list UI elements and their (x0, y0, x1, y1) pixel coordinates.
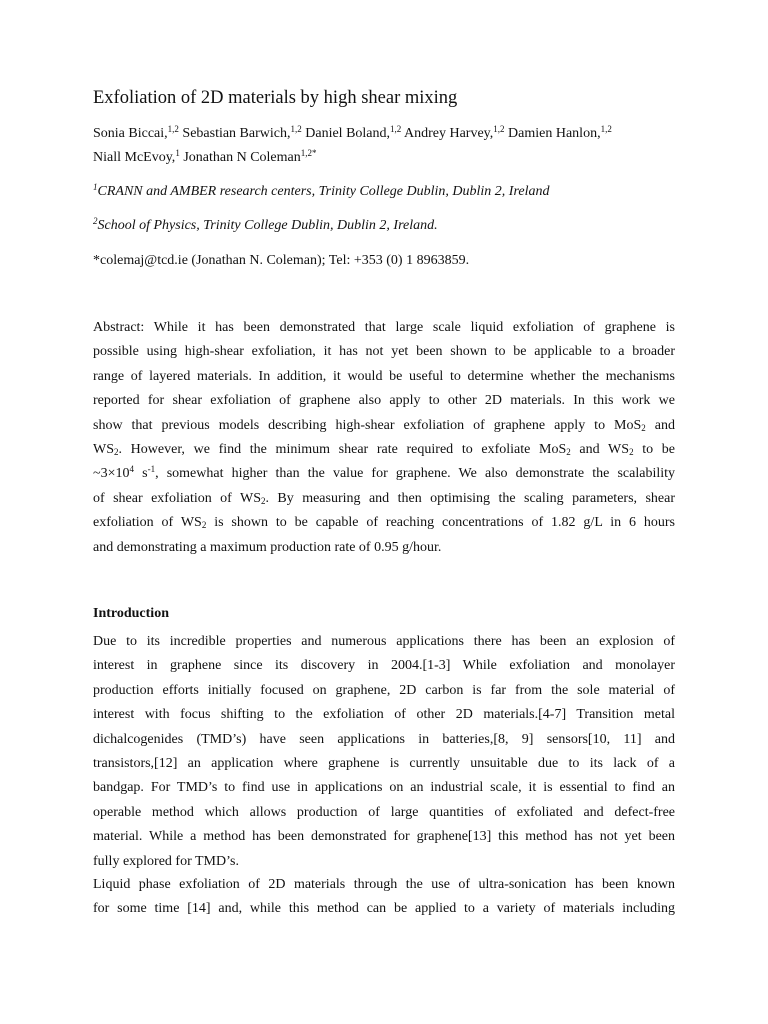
abstract-line: reported for shear exfoliation of graphene also apply to other 2D materials. In this work we (93, 393, 675, 409)
abstract-line: show that previous models describing high-shear exfoliation of graphene apply to MoS$_2$ and (93, 417, 675, 433)
section-heading-introduction: Introduction (93, 606, 169, 621)
abstract-line: Abstract: While it has been demonstrated that large scale liquid exfoliation of graphene is (93, 320, 675, 335)
author-name: Sonia Biccai, (93, 126, 168, 141)
body-line: Liquid phase exfoliation of 2D materials through the use of ultra-sonication has been known (93, 877, 675, 892)
body-line: production efforts initially focused on graphene, 2D carbon is far from the sole material of (93, 682, 675, 698)
paper-title: Exfoliation of 2D materials by high shear mixing (93, 88, 458, 108)
author-affiliation-mark: 1,2 (167, 124, 179, 134)
abstract (93, 316, 675, 560)
body-line: bandgap. For TMD’s to find use in applications on an industrial scale, it is essential to find an (93, 780, 675, 796)
author-line-2 (93, 146, 675, 170)
author-name: Daniel Boland, (301, 126, 391, 141)
body-line: for some time [14] and, while this method can be applied to a variety of materials including (93, 901, 675, 917)
corresponding-contact: *colemaj@tcd.ie (Jonathan N. Coleman); Tel: +353 (0) 1 8963859. (93, 253, 470, 268)
author-affiliation-mark: 1,2 (390, 124, 402, 134)
author-name: Niall McEvoy, (93, 150, 176, 166)
body-line: interest with focus shifting to the exfoliation of other 2D materials.[4-7] Transition metal (93, 707, 675, 723)
introduction-paragraph-1 (93, 630, 675, 874)
author-affiliation-mark: 1,2 (290, 124, 302, 134)
author-name: Damien Hanlon, (504, 126, 601, 141)
introduction-paragraph-2 (93, 873, 675, 922)
body-line: interest in graphene since its discovery in 2004.[1-3] While exfoliation and monolayer (93, 658, 675, 674)
body-line: transistors,[12] an application where graphene is currently unsuitable due to its lack of a (93, 756, 675, 772)
affiliation-1 (93, 180, 675, 204)
author-affiliation-mark: 1,2* (300, 148, 317, 159)
body-line: dichalcogenides (TMD’s) have seen applications in batteries,[8, 9] sensors[10, 11] and (93, 731, 675, 747)
body-line: fully explored for TMD’s. (93, 853, 239, 869)
author-list (93, 122, 675, 171)
author-name: Andrey Harvey, (401, 126, 494, 141)
abstract-line: range of layered materials. In addition, it would be useful to determine whether the mechanisms (93, 368, 675, 384)
author-line-1 (93, 122, 675, 146)
body-line: Due to its incredible properties and numerous applications there has been an explosion of (93, 634, 675, 649)
abstract-line: $\sim 3\times 10^4$ $s^{-1}$, somewhat higher than the value for graphene. We also demonstrate the scalability (93, 464, 676, 482)
affiliation-text: School of Physics, Trinity College Dublin, Dublin 2, Ireland. (97, 218, 438, 233)
affiliation-mark: 2 (93, 216, 98, 226)
affiliation-2 (93, 214, 675, 238)
author-affiliation-mark: 1,2 (600, 124, 612, 134)
author-affiliation-mark: 1 (175, 148, 180, 159)
author-name: Sebastian Barwich, (178, 126, 291, 141)
abstract-line: of shear exfoliation of $WS_2$. By measuring and then optimising the scaling parameters, shear (93, 490, 675, 506)
affiliation-text: CRANN and AMBER research centers, Trinity College Dublin, Dublin 2, Ireland (97, 184, 550, 199)
author-name: Jonathan N Coleman (179, 150, 301, 166)
abstract-line: exfoliation of $WS_2$ is shown to be capable of reaching concentrations of 1.82 g/L in 6 hours (93, 515, 675, 531)
abstract-line: possible using high-shear exfoliation, it has not yet been shown to be applicable to a broader (93, 344, 675, 360)
abstract-line: and demonstrating a maximum production rate of 0.95 g/hour. (93, 539, 442, 555)
abstract-line: $WS_2$. However, we find the minimum shear rate required to exfoliate MoS$_2$ and $WS_2$ to be (93, 442, 675, 458)
affiliation-mark: 1 (93, 182, 98, 192)
body-line: operable method which allows production of large quantities of exfoliated and defect-free (93, 804, 675, 820)
author-affiliation-mark: 1,2 (493, 124, 505, 134)
body-line: material. While a method has been demonstrated for graphene[13] this method has not yet been (93, 829, 675, 845)
